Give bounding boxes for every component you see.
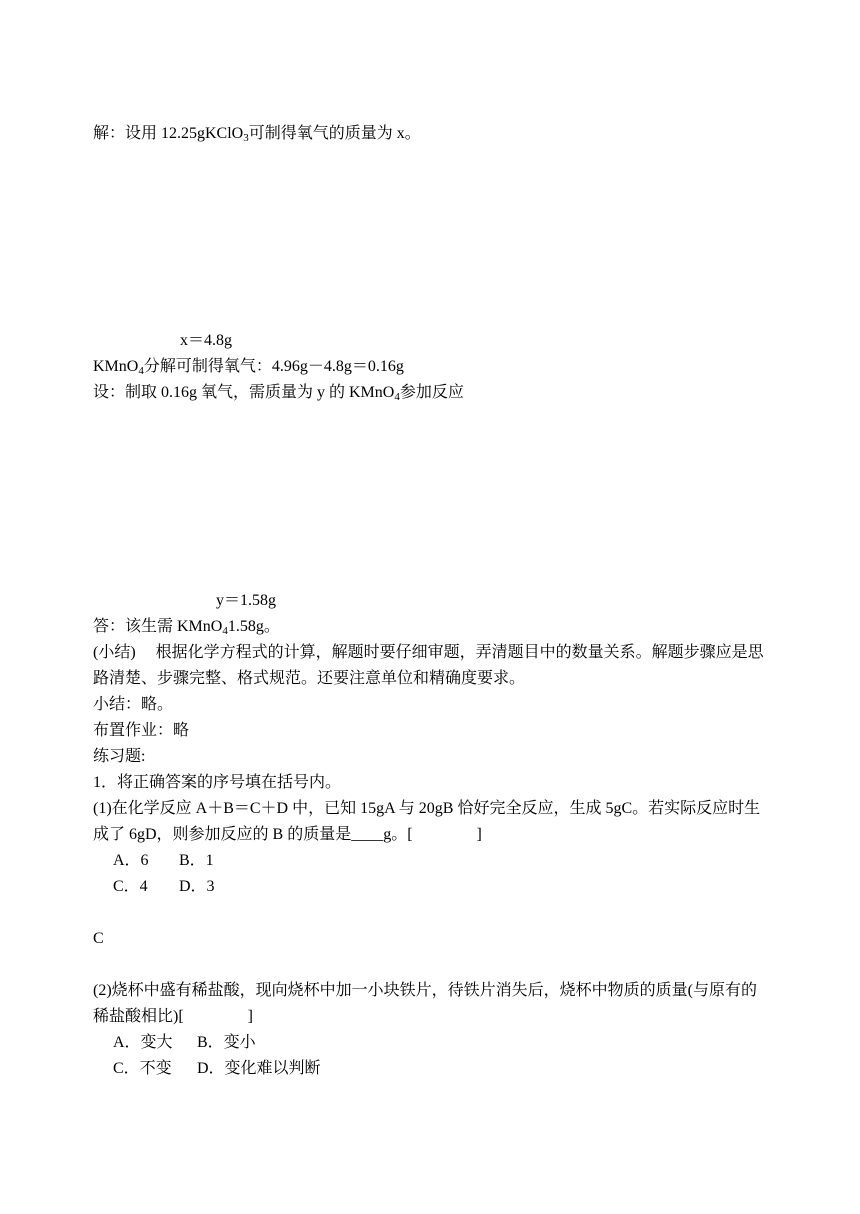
q2-option-c: C．不变 (113, 1060, 172, 1077)
q2-option-b: B．变小 (197, 1034, 256, 1051)
y-result: y＝1.58g (216, 592, 277, 609)
kmno4-oxygen-line: KMnO$_4$分解可制得氧气：4.96g－4.8g＝0.16g (93, 358, 404, 377)
x-result: x＝4.8g (180, 332, 233, 349)
summary-short: 小结：略。 (93, 696, 174, 713)
q1-options-row-2 (113, 877, 215, 897)
q1-answer: C (93, 930, 104, 947)
q1-option-a: A．6 (113, 852, 149, 869)
q1-options-row-1 (113, 851, 214, 871)
q2-options-row-1 (113, 1033, 256, 1053)
question-1-text: (1)在化学反应 A＋B＝C＋D 中，已知 15gA 与 20gB 恰好完全反应，生成 5gC。若实际反应时生成了 6gD，则参加反应的 B 的质量是____g。[ ] (93, 800, 761, 843)
homework-line: 布置作业：略 (93, 722, 190, 739)
q2-option-a: A．变大 (113, 1034, 173, 1051)
question-2-text: (2)烧杯中盛有稀盐酸，现向烧杯中加一小块铁片，待铁片消失后，烧杯中物质的质量(与原有的稀盐酸相比)[ ] (93, 982, 757, 1025)
q1-option-d: D．3 (179, 878, 215, 895)
exercise-title: 练习题: (93, 748, 146, 765)
q1-option-c: C．4 (113, 878, 148, 895)
answer-line: 答：该生需 KMnO$_4$1.58g。 (93, 618, 280, 637)
q2-options-row-2 (113, 1059, 321, 1079)
q1-option-b: B．1 (179, 852, 214, 869)
solution-intro: 解：设用 12.25gKClO$_3$可制得氧气的质量为 x。 (93, 125, 421, 144)
summary-paragraph: (小结) 根据化学方程式的计算，解题时要仔细审题，弄清题目中的数量关系。解题步骤应是思路清楚、步骤完整、格式规范。还要注意单位和精确度要求。 (93, 644, 764, 687)
question-intro: 1．将正确答案的序号填在括号内。 (93, 774, 342, 791)
q2-option-d: D．变化难以判断 (197, 1060, 321, 1077)
set-y-line: 设：制取 0.16g 氧气，需质量为 y 的 KMnO$_4$参加反应 (93, 384, 464, 403)
